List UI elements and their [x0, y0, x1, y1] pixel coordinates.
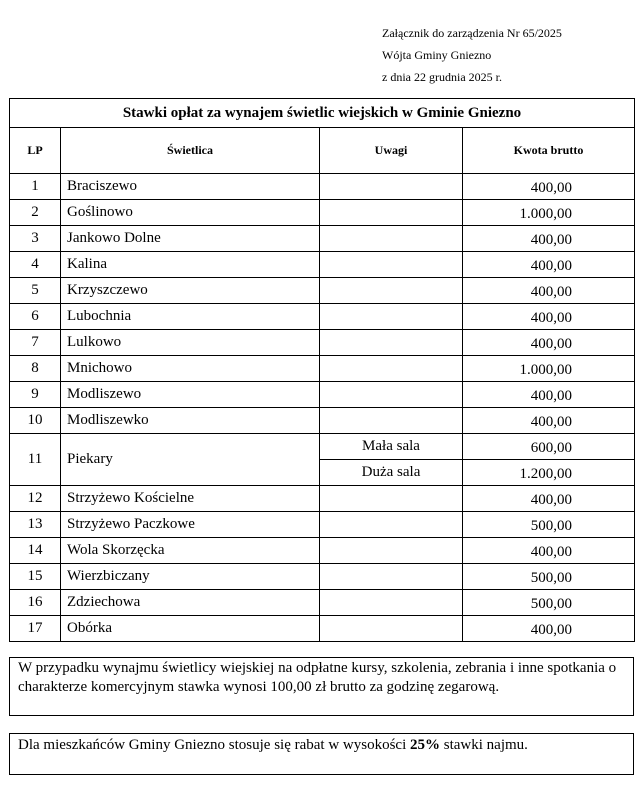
attachment-line-2: Wójta Gminy Gniezno	[382, 48, 492, 62]
gross-amount: 400,00	[463, 174, 635, 200]
table-row	[10, 616, 635, 642]
gross-amount: 500,00	[463, 512, 635, 538]
hall-name: Zdziechowa	[61, 590, 320, 616]
row-notes	[320, 486, 463, 512]
discount-text-suffix: stawki najmu.	[443, 737, 528, 753]
column-header-name: Świetlica	[61, 128, 320, 174]
row-notes	[320, 304, 463, 330]
hall-name: Lulkowo	[61, 330, 320, 356]
gross-amount: 500,00	[463, 590, 635, 616]
hall-name: Modliszewo	[61, 382, 320, 408]
rates-table	[9, 98, 635, 642]
row-number: 5	[10, 278, 61, 304]
hall-name: Piekary	[61, 434, 320, 486]
row-notes	[320, 616, 463, 642]
gross-amount: 400,00	[463, 382, 635, 408]
gross-amount: 400,00	[463, 538, 635, 564]
row-number: 10	[10, 408, 61, 434]
row-number: 2	[10, 200, 61, 226]
attachment-line-1: Załącznik do zarządzenia Nr 65/2025	[382, 26, 562, 40]
row-number: 8	[10, 356, 61, 382]
table-row	[10, 200, 635, 226]
hall-name: Lubochnia	[61, 304, 320, 330]
row-notes	[320, 538, 463, 564]
row-number: 1	[10, 174, 61, 200]
row-number: 14	[10, 538, 61, 564]
row-notes	[320, 512, 463, 538]
gross-amount: 400,00	[463, 486, 635, 512]
attachment-line-3: z dnia 22 grudnia 2025 r.	[382, 70, 502, 84]
resident-discount-note	[9, 733, 634, 775]
row-notes	[320, 382, 463, 408]
table-row	[10, 330, 635, 356]
row-number: 12	[10, 486, 61, 512]
rates-table-body	[10, 174, 635, 642]
gross-amount: 400,00	[463, 226, 635, 252]
room-note-large: Duża sala	[320, 460, 463, 486]
row-number: 16	[10, 590, 61, 616]
row-notes	[320, 200, 463, 226]
gross-amount: 400,00	[463, 278, 635, 304]
column-header-lp: LP	[10, 128, 61, 174]
table-row	[10, 226, 635, 252]
gross-amount: 400,00	[463, 616, 635, 642]
gross-amount: 400,00	[463, 330, 635, 356]
table-row	[10, 408, 635, 434]
row-notes	[320, 356, 463, 382]
table-row	[10, 434, 635, 460]
table-row	[10, 590, 635, 616]
hall-name: Obórka	[61, 616, 320, 642]
row-number: 17	[10, 616, 61, 642]
table-row	[10, 564, 635, 590]
hall-name: Strzyżewo Paczkowe	[61, 512, 320, 538]
gross-amount: 400,00	[463, 408, 635, 434]
hall-name: Kalina	[61, 252, 320, 278]
row-notes	[320, 564, 463, 590]
gross-amount: 500,00	[463, 564, 635, 590]
commercial-rate-text: W przypadku wynajmu świetlicy wiejskiej na odpłatne kursy, szkolenia, zebrania i inne spotkania o charakterze komercyjnym stawka wynosi 100,00 zł brutto za godzinę zegarową.	[18, 660, 617, 695]
row-notes	[320, 174, 463, 200]
table-row	[10, 278, 635, 304]
hall-name: Krzyszczewo	[61, 278, 320, 304]
row-notes	[320, 408, 463, 434]
row-notes	[320, 590, 463, 616]
row-number: 3	[10, 226, 61, 252]
row-number: 7	[10, 330, 61, 356]
row-number: 6	[10, 304, 61, 330]
table-row	[10, 512, 635, 538]
table-row	[10, 304, 635, 330]
gross-amount: 400,00	[463, 304, 635, 330]
row-notes	[320, 226, 463, 252]
hall-name: Goślinowo	[61, 200, 320, 226]
gross-amount: 1.000,00	[463, 200, 635, 226]
table-row	[10, 252, 635, 278]
table-row	[10, 486, 635, 512]
discount-value: 25%	[410, 737, 440, 753]
hall-name: Wierzbiczany	[61, 564, 320, 590]
table-title: Stawki opłat za wynajem świetlic wiejskich w Gminie Gniezno	[10, 99, 635, 128]
hall-name: Braciszewo	[61, 174, 320, 200]
discount-text-prefix: Dla mieszkańców Gminy Gniezno stosuje się rabat w wysokości	[18, 737, 407, 753]
row-number: 9	[10, 382, 61, 408]
gross-amount: 1.000,00	[463, 356, 635, 382]
table-row	[10, 174, 635, 200]
gross-amount: 600,00	[463, 434, 635, 460]
table-row	[10, 538, 635, 564]
attachment-header	[382, 22, 562, 88]
room-note-small: Mała sala	[320, 434, 463, 460]
row-number: 4	[10, 252, 61, 278]
column-header-amount: Kwota brutto	[463, 128, 635, 174]
hall-name: Strzyżewo Kościelne	[61, 486, 320, 512]
hall-name: Modliszewko	[61, 408, 320, 434]
hall-name: Jankowo Dolne	[61, 226, 320, 252]
row-number: 13	[10, 512, 61, 538]
table-row	[10, 382, 635, 408]
gross-amount: 1.200,00	[463, 460, 635, 486]
row-notes	[320, 252, 463, 278]
column-header-notes: Uwagi	[320, 128, 463, 174]
row-notes	[320, 330, 463, 356]
table-row	[10, 356, 635, 382]
row-notes	[320, 278, 463, 304]
gross-amount: 400,00	[463, 252, 635, 278]
hall-name: Wola Skorzęcka	[61, 538, 320, 564]
commercial-rate-note	[9, 657, 634, 716]
hall-name: Mnichowo	[61, 356, 320, 382]
row-number: 15	[10, 564, 61, 590]
row-number: 11	[10, 434, 61, 486]
